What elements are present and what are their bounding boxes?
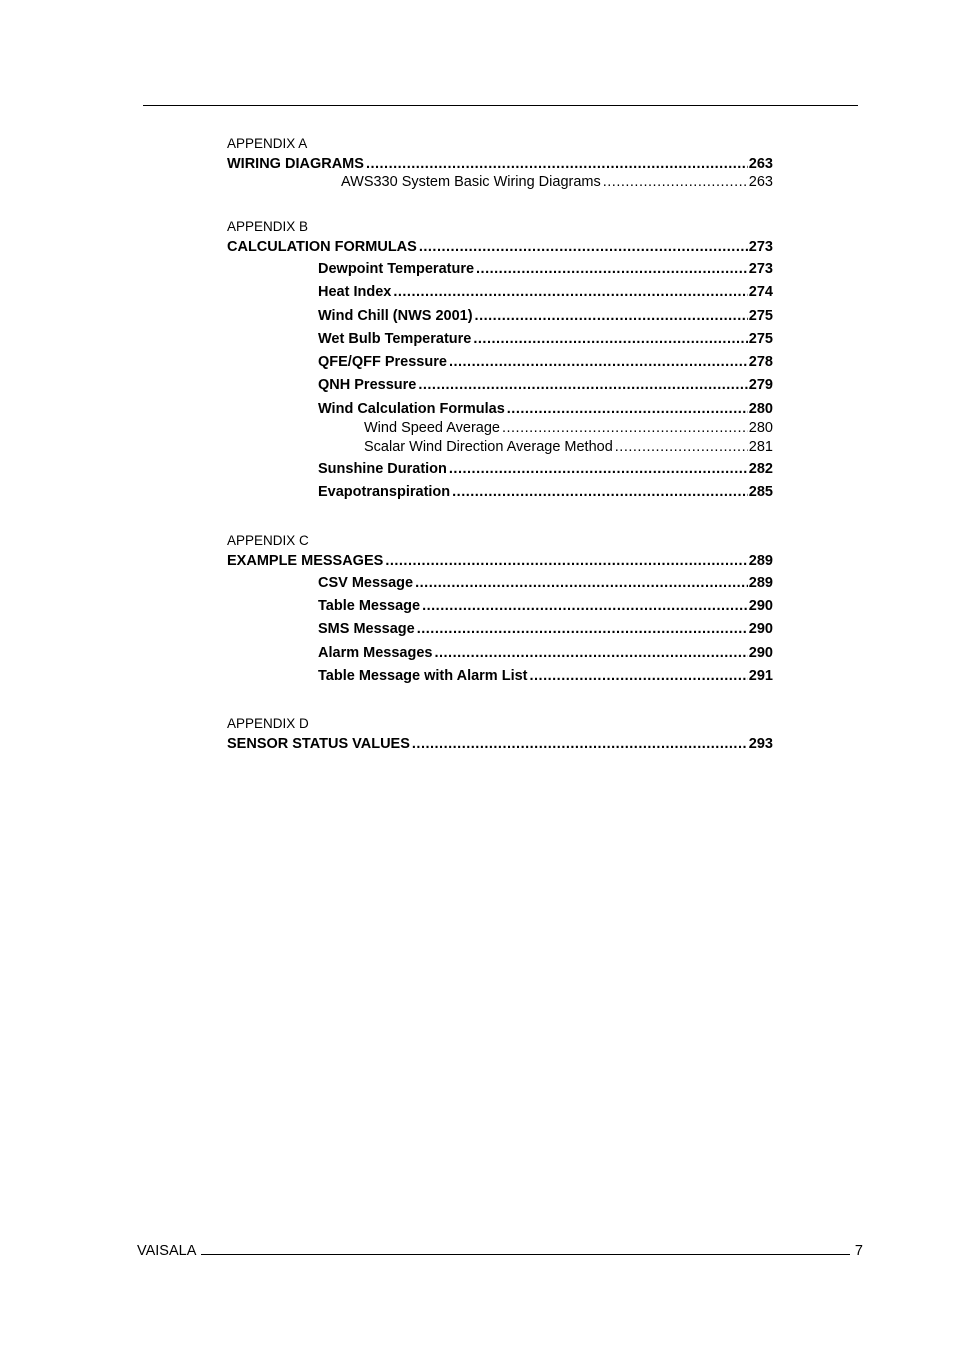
toc-entry-wet-bulb-temperature[interactable] [227,328,773,351]
toc-entry-page: 291 [748,667,773,684]
toc-entry-page: 278 [748,354,773,371]
toc-entry-page: 281 [748,438,773,455]
toc-entry-title: Dewpoint Temperature [318,261,475,277]
toc-entry-title: EXAMPLE MESSAGES [227,552,384,569]
toc-entry-title: SMS Message [318,621,415,638]
dot-leader [418,374,747,397]
toc-entry-alarm-messages[interactable] [227,642,773,665]
toc-entry-title: Alarm Messages [318,644,433,661]
table-of-contents [227,134,773,755]
toc-entry-page: 290 [748,644,773,661]
toc-entry-evapotranspiration[interactable] [227,481,773,504]
toc-entry-page: 289 [748,574,773,591]
header-rule [143,105,858,106]
toc-entry-page: 279 [748,377,773,394]
toc-entry-page: 290 [748,597,773,614]
dot-leader [502,419,748,438]
toc-entry-page: 280 [748,400,773,417]
appendix-label: APPENDIX B [227,219,309,234]
dot-leader [449,351,748,374]
footer-brand: VAISALA [137,1243,197,1259]
toc-entry-title: Wind Speed Average [364,420,500,437]
toc-entry-table-message[interactable] [227,595,773,618]
dot-leader [507,398,748,421]
toc-entry-title: QNH Pressure [318,377,417,394]
toc-entry-title: Wind Chill (NWS 2001) [318,307,473,324]
dot-leader [615,438,748,457]
dot-leader [366,153,748,175]
dot-leader [452,481,748,504]
toc-entry-page: 275 [748,330,773,347]
toc-entry-title: SENSOR STATUS VALUES [227,736,410,753]
toc-entry-page: 280 [748,420,773,437]
dot-leader [434,642,747,665]
toc-entry-wiring-diagrams[interactable] [227,153,773,175]
footer-page-number: 7 [854,1243,863,1259]
toc-entry-title: Sunshine Duration [318,461,447,478]
toc-entry-dewpoint-temperature[interactable] [227,258,773,281]
appendix-label: APPENDIX A [227,136,308,151]
toc-entry-page: 274 [748,284,773,301]
toc-entry-page: 282 [748,461,773,478]
toc-entry-aws330-wiring[interactable] [227,173,773,191]
dot-leader [476,258,748,281]
dot-leader [449,458,748,481]
toc-entry-title: Table Message with Alarm List [318,667,528,684]
dot-leader [603,173,748,191]
toc-entry-wind-calculation-formulas[interactable] [227,398,773,421]
toc-entry-page: 275 [748,307,773,324]
dot-leader [417,618,748,641]
toc-entry-title: Table Message [318,597,421,614]
toc-entry-page: 273 [748,261,773,277]
toc-entry-page: 263 [748,156,773,172]
dot-leader [415,572,748,595]
appendix-label: APPENDIX D [227,716,309,732]
toc-entry-wind-chill[interactable] [227,305,773,328]
toc-entry-page: 289 [748,552,773,569]
toc-entry-page: 290 [748,621,773,638]
toc-entry-page: 273 [748,239,773,255]
toc-entry-sunshine-duration[interactable] [227,458,773,481]
dot-leader [530,665,748,688]
dot-leader [385,550,747,572]
page-footer [137,1240,863,1259]
toc-entry-qnh-pressure[interactable] [227,374,773,397]
dot-leader [393,281,747,304]
appendix-label: APPENDIX C [227,532,309,548]
toc-entry-title: QFE/QFF Pressure [318,354,447,371]
dot-leader [422,595,748,618]
toc-entry-page: 285 [748,484,773,501]
toc-entry-heat-index[interactable] [227,281,773,304]
toc-entry-title: Wet Bulb Temperature [318,330,472,347]
toc-entry-qfe-qff-pressure[interactable] [227,351,773,374]
toc-entry-sms-message[interactable] [227,618,773,641]
toc-entry-page: 263 [748,174,773,190]
toc-entry-example-messages[interactable] [227,550,773,572]
toc-entry-title: Evapotranspiration [318,484,451,501]
dot-leader [419,236,748,258]
dot-leader [473,328,747,351]
toc-entry-scalar-wind-direction[interactable] [227,438,773,457]
toc-entry-page: 293 [748,736,773,753]
toc-entry-table-message-alarm-list[interactable] [227,665,773,688]
toc-entry-title: CALCULATION FORMULAS [227,239,417,255]
dot-leader [412,733,748,755]
toc-entry-title: WIRING DIAGRAMS [227,156,364,172]
toc-entry-wind-speed-average[interactable] [227,419,773,438]
toc-entry-title: CSV Message [318,574,414,591]
toc-entry-title: Scalar Wind Direction Average Method [364,438,613,455]
toc-entry-calculation-formulas[interactable] [227,236,773,258]
toc-entry-title: Heat Index [318,284,392,301]
dot-leader [475,305,748,328]
toc-entry-title: Wind Calculation Formulas [318,400,505,417]
footer-rule [201,1240,850,1255]
toc-entry-sensor-status-values[interactable] [227,733,773,755]
toc-entry-csv-message[interactable] [227,572,773,595]
toc-entry-title: AWS330 System Basic Wiring Diagrams [341,174,601,190]
